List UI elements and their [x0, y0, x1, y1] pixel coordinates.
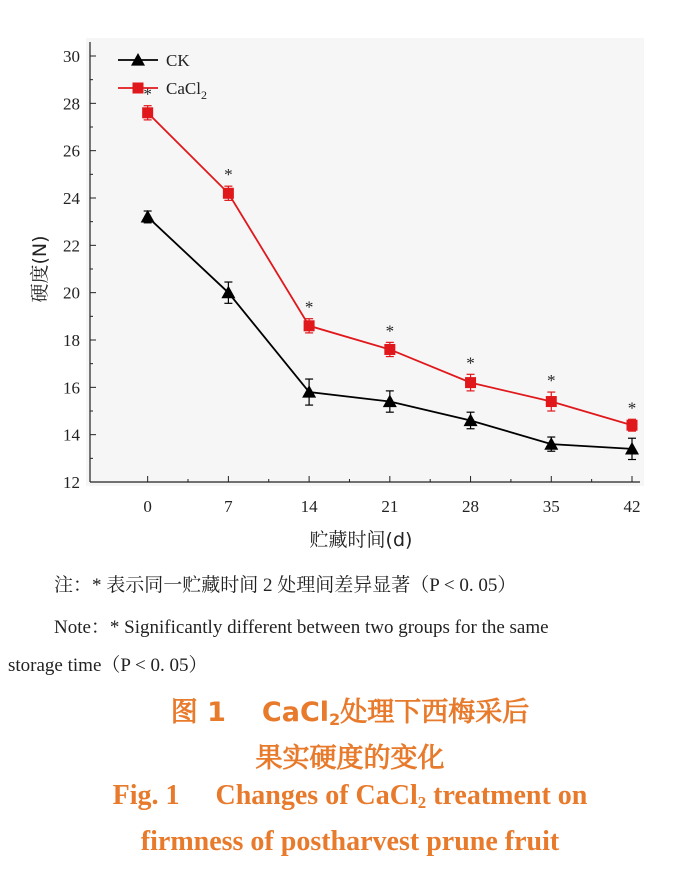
x-tick-label: 14: [300, 497, 318, 516]
legend-label-cacl2: CaCl$_2$: [166, 79, 207, 102]
x-tick-label: 21: [381, 497, 399, 516]
y-tick-label: 28: [63, 94, 80, 114]
y-tick-label: 30: [63, 47, 80, 66]
y-axis-label: 硬度(N): [29, 235, 51, 303]
significance-marker: *: [627, 398, 637, 418]
caption-english-label: Fig. 1: [112, 780, 180, 811]
x-tick-label: 28: [462, 497, 480, 516]
data-point-cacl2: [384, 344, 395, 355]
data-point-cacl2: [627, 420, 638, 431]
data-point-cacl2: [142, 107, 153, 118]
x-tick-label: 35: [542, 497, 560, 516]
x-tick-label: 42: [623, 497, 641, 516]
y-tick-label: 18: [63, 331, 80, 350]
significance-marker: *: [304, 297, 314, 317]
y-tick-label: 12: [63, 473, 80, 492]
data-point-cacl2: [304, 320, 315, 331]
significance-marker: *: [143, 84, 152, 104]
note-english-line-2: storage time（P < 0. 05）: [8, 655, 208, 676]
y-tick-label: 24: [63, 189, 80, 208]
x-axis-label: 贮藏时间(d): [309, 529, 413, 551]
note-english-line-1: Note：* Significantly different between two groups for the same: [54, 617, 549, 638]
y-tick-label: 20: [63, 283, 80, 303]
caption-chinese-label: 图 1: [170, 697, 226, 728]
y-tick-label: 22: [63, 236, 80, 256]
significance-marker: *: [466, 353, 475, 373]
caption-english-line-2: firmness of postharvest prune fruit: [140, 826, 560, 857]
x-tick-label: 0: [143, 497, 152, 516]
significance-marker: *: [385, 321, 395, 341]
y-tick-label: 26: [63, 141, 80, 161]
data-point-cacl2: [465, 377, 476, 388]
plot-background: [86, 38, 644, 486]
significance-marker: *: [224, 165, 233, 185]
caption-chinese-line-2: 果实硬度的变化: [255, 743, 445, 774]
data-point-cacl2: [223, 188, 234, 199]
significance-marker: *: [547, 371, 556, 391]
caption-english-line-1: Fig. 1 Changes of CaCl$_2$ treatment on: [112, 780, 588, 813]
y-tick-label: 16: [63, 378, 80, 398]
caption-chinese-line-1: 图 1 CaCl$_2$处理下西梅采后: [170, 697, 530, 730]
legend-marker-cacl2: [133, 83, 144, 94]
y-tick-label: 14: [63, 425, 80, 445]
data-point-cacl2: [546, 396, 557, 407]
legend-label-ck: CK: [166, 51, 190, 70]
note-chinese: 注：* 表示同一贮藏时间 2 处理间差异显著（P < 0. 05）: [54, 575, 517, 596]
x-tick-label: 7: [224, 497, 233, 516]
